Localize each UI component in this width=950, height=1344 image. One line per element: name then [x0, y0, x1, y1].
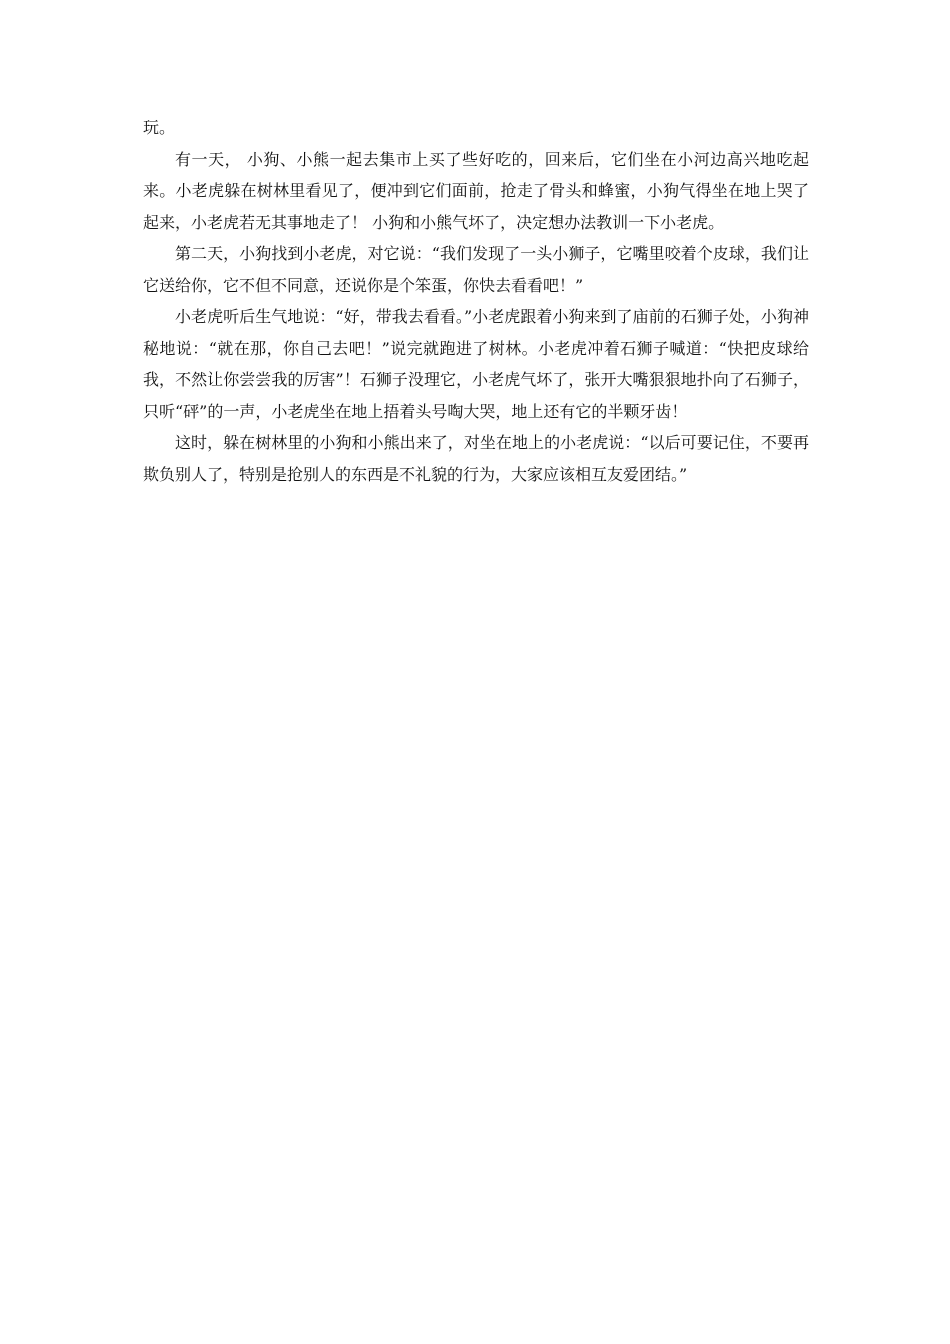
paragraph-4: 小老虎听后生气地说：“好，带我去看看。”小老虎跟着小狗来到了庙前的石狮子处，小狗神秘地说：“就在那，你自己去吧！”说完就跑进了树林。小老虎冲着石狮子喊道：“快把皮球给我，不然让你尝尝我的厉害”！石狮子没理它，小老虎气坏了，张开大嘴狠狠地扑向了石狮子，只听“砰”的一声，小老虎坐在地上捂着头号啕大哭，地上还有它的半颗牙齿！ — [143, 307, 809, 421]
document-body — [143, 112, 809, 490]
paragraph-3: 第二天，小狗找到小老虎，对它说：“我们发现了一头小狮子，它嘴里咬着个皮球，我们让它送给你，它不但不同意，还说你是个笨蛋，你快去看看吧！” — [143, 244, 809, 295]
paragraph-2: 有一天， 小狗、小熊一起去集市上买了些好吃的，回来后，它们坐在小河边高兴地吃起来。小老虎躲在树林里看见了，便冲到它们面前，抢走了骨头和蜂蜜，小狗气得坐在地上哭了起来，小老虎若无其事地走了！ 小狗和小熊气坏了，决定想办法教训一下小老虎。 — [143, 149, 809, 232]
paragraph-1: 玩。 — [143, 118, 176, 137]
paragraph-5: 这时，躲在树林里的小狗和小熊出来了，对坐在地上的小老虎说：“以后可要记住，不要再欺负别人了，特别是抢别人的东西是不礼貌的行为，大家应该相互友爱团结。” — [143, 433, 809, 484]
